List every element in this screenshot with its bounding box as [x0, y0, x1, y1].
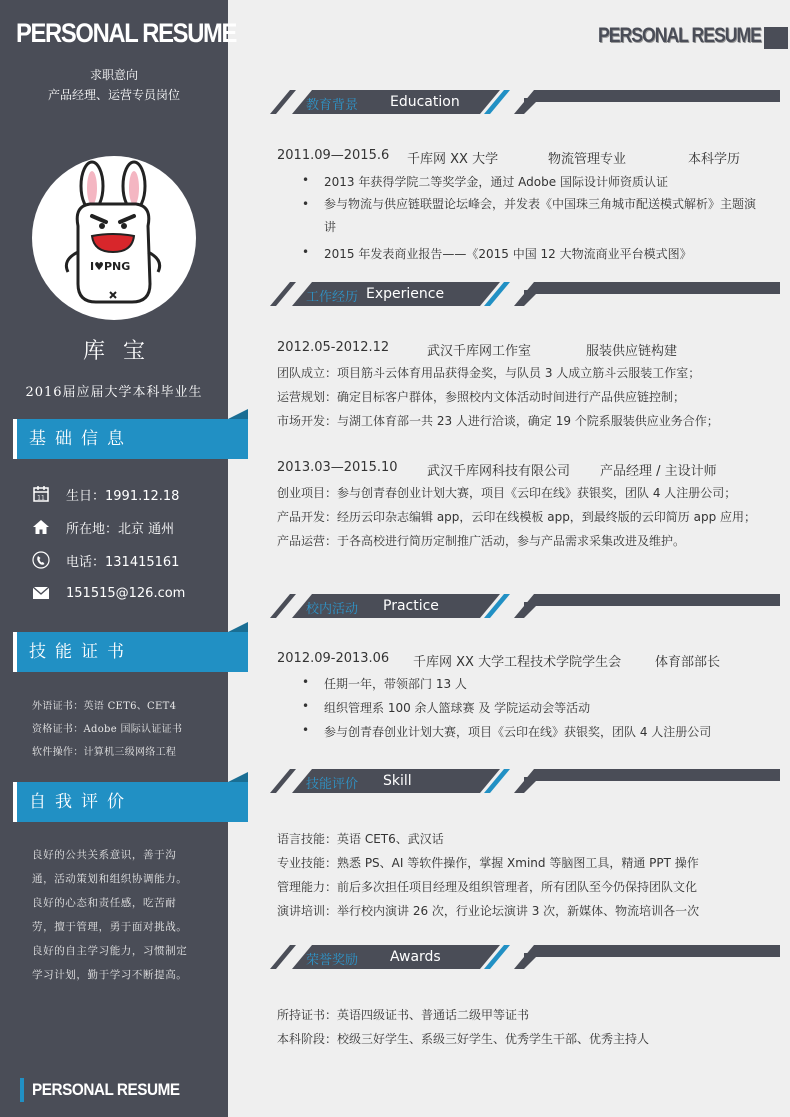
- skills-cert-banner: [13, 632, 248, 672]
- calendar-icon: [30, 483, 52, 505]
- campus-bullet: • 任期一年，带领部门 13 人: [324, 675, 467, 692]
- skill-line: 语言技能：英语 CET6、武汉话: [277, 832, 444, 846]
- job-period: 2012.05-2012.12: [277, 340, 390, 355]
- job-detail: 运营规划：确定目标客户群体，参照校内文体活动时间进行产品供应链控制；: [277, 390, 686, 404]
- graduate-info: 2016届应届大学本科毕业生: [25, 385, 203, 400]
- sidebar-footer: [20, 1078, 196, 1102]
- self-eval-line: 良好的自主学习能力，习惯制定: [32, 945, 188, 957]
- banner-accent: [13, 632, 17, 672]
- award-line: 所持证书：英语四级证书、普通话二级甲等证书: [277, 1008, 530, 1022]
- job-detail: 团队成立：项目筋斗云体育用品获得金奖，与队员 3 人成立筋斗云服装工作室；: [277, 366, 701, 380]
- skill-line: 演讲培训：举行校内演讲 26 次，行业论坛演讲 3 次，新媒体、物流培训各一次: [277, 904, 700, 918]
- job-intent-value: 产品经理、运营专员岗位: [47, 88, 180, 102]
- skill-cert-item: 资格证书：Adobe 国际认证证书: [32, 724, 183, 735]
- basic-info-title: 基础信息: [29, 429, 133, 449]
- banner-fold: [228, 772, 248, 782]
- section-title-cn: 校内活动: [306, 602, 359, 617]
- job-detail: 市场开发：与湖工体育部一共 23 人进行洽谈，确定 19 个院系服装供应业务合作；: [277, 414, 719, 428]
- skill-line: 专业技能：熟悉 PS、AI 等软件操作，掌握 Xmind 等脑图工具，精通 PPT 操作: [277, 856, 699, 870]
- job-detail: 产品开发：经历云印杂志编辑 app，云印在线模板 app，到最终版的云印简历 app 应用；: [277, 510, 757, 524]
- phone-row: [30, 549, 179, 571]
- avatar-text: I♥PNG: [90, 260, 131, 273]
- skill-cert-item: 软件操作：计算机三级网络工程: [32, 747, 177, 758]
- section-title-en: Experience: [366, 286, 445, 302]
- self-eval-line: 劳，擅于管理，勇于面对挑战。: [32, 921, 188, 933]
- job-company: 武汉千库网工作室: [427, 344, 532, 359]
- sidebar-title: PERSONAL RESUME: [16, 18, 237, 48]
- section-header-skill: [270, 767, 780, 799]
- header-title: PERSONAL RESUME: [598, 24, 761, 47]
- job-intent-label: 求职意向: [89, 68, 138, 82]
- self-eval-banner: [13, 782, 248, 822]
- self-eval-line: 良好的心态和责任感，吃苦耐: [32, 897, 177, 909]
- person-name: 库宝: [82, 339, 163, 364]
- edu-bullet: • 参与物流与供应链联盟论坛峰会，并发表《中国珠三角城市配送模式解析》主题演讲: [324, 193, 764, 239]
- campus-bullet: • 组织管理系 100 余人篮球赛 及 学院运动会等活动: [324, 699, 590, 716]
- location-row: [30, 516, 174, 538]
- edu-degree: 本科学历: [688, 152, 741, 167]
- section-title-en: Education: [390, 94, 460, 110]
- banner-accent: [13, 419, 17, 459]
- edu-school: 千库网 XX 大学: [407, 152, 499, 167]
- sidebar: [0, 0, 237, 1117]
- basic-info-banner: [13, 419, 248, 459]
- job-period: 2013.03—2015.10: [277, 460, 398, 475]
- job-role: 服装供应链构建: [586, 344, 678, 359]
- phone-text: 电话：131415161: [66, 554, 180, 570]
- skills-cert-title: 技能证书: [29, 642, 133, 662]
- self-eval-title: 自我评价: [29, 792, 133, 812]
- section-title-en: Awards: [390, 949, 441, 965]
- self-eval-line: 良好的公共关系意识，善于沟: [32, 849, 177, 861]
- section-header-experience: [270, 280, 780, 312]
- location-text: 所在地：北京 通州: [66, 521, 175, 537]
- birthday-text: 生日：1991.12.18: [66, 488, 180, 504]
- edu-bullet: • 2013 年获得学院二等奖学金，通过 Adobe 国际设计师资质认证: [324, 173, 764, 190]
- skill-cert-item: 外语证书：英语 CET6、CET4: [32, 701, 177, 712]
- banner-fold: [228, 622, 248, 632]
- phone-icon: [30, 549, 52, 571]
- campus-period: 2012.09-2013.06: [277, 651, 390, 666]
- birthday-row: [30, 483, 179, 505]
- bunny-avatar-icon: [32, 156, 196, 320]
- job-role: 产品经理 / 主设计师: [600, 464, 717, 479]
- mail-icon: [30, 582, 52, 604]
- edu-period: 2011.09—2015.6: [277, 148, 390, 163]
- section-title-en: Practice: [383, 598, 439, 614]
- section-header-education: [270, 88, 780, 120]
- section-title-cn: 荣誉奖励: [306, 953, 359, 968]
- section-title-cn: 技能评价: [306, 777, 359, 792]
- svg-text:11: 11: [37, 494, 45, 502]
- campus-org: 千库网 XX 大学工程技术学院学生会: [413, 655, 622, 670]
- self-eval-line: 学习计划，勤于学习不断提高。: [32, 969, 188, 981]
- section-title-cn: 工作经历: [306, 290, 359, 305]
- award-line: 本科阶段：校级三好学生、系级三好学生、优秀学生干部、优秀主持人: [277, 1032, 650, 1046]
- job-company: 武汉千库网科技有限公司: [427, 464, 571, 479]
- banner-fold: [228, 409, 248, 419]
- campus-role: 体育部部长: [655, 655, 721, 670]
- header-square: [764, 27, 788, 49]
- email-text: 151515@126.com: [66, 585, 186, 601]
- edu-bullet: • 2015 年发表商业报告——《2015 中国 12 大物流商业平台模式图》: [324, 245, 764, 262]
- banner-accent: [13, 782, 17, 822]
- section-title-cn: 教育背景: [306, 98, 359, 113]
- self-eval-line: 通，活动策划和组织协调能力。: [32, 873, 188, 885]
- skill-line: 管理能力：前后多次担任项目经理及组织管理者，所有团队至今仍保持团队文化: [277, 880, 698, 894]
- job-detail: 产品运营：于各高校进行简历定制推广活动，参与产品需求采集改进及维护。: [277, 534, 686, 548]
- job-detail: 创业项目：参与创青春创业计划大赛，项目《云印在线》获银奖，团队 4 人注册公司；: [277, 486, 737, 500]
- section-header-awards: [270, 943, 780, 975]
- home-icon: [30, 516, 52, 538]
- email-row: [30, 582, 185, 604]
- footer-accent: [20, 1078, 24, 1102]
- section-header-practice: [270, 592, 780, 624]
- campus-bullet: • 参与创青春创业计划大赛，项目《云印在线》获银奖，团队 4 人注册公司: [324, 723, 711, 740]
- avatar: [32, 156, 196, 320]
- footer-title: PERSONAL RESUME: [32, 1080, 180, 1099]
- section-title-en: Skill: [383, 773, 412, 789]
- edu-major: 物流管理专业: [548, 152, 627, 167]
